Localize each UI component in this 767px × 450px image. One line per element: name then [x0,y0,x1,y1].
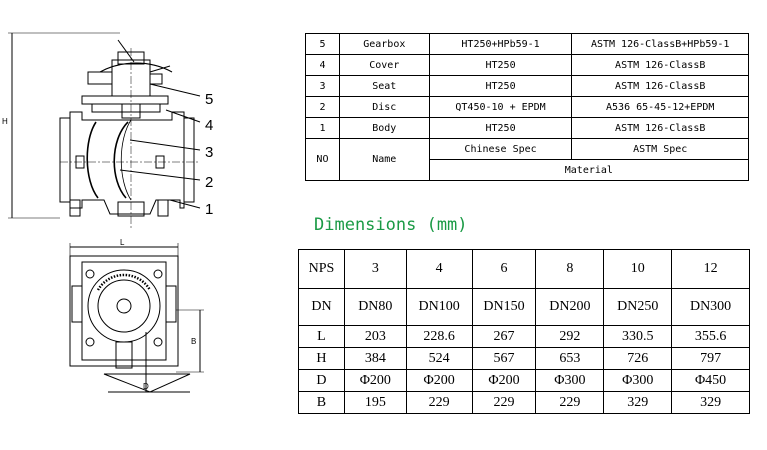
row-label: D [299,370,345,392]
table-cell: 726 [604,348,672,370]
table-cell: 567 [472,348,536,370]
table-cell: DN150 [472,289,536,326]
row-no: 1 [306,118,340,139]
row-label: DN [299,289,345,326]
nps-row [299,250,750,289]
diameter-label: D [143,382,149,391]
chinese-spec: HT250 [429,55,572,76]
length-label: L [120,238,125,247]
table-cell: 384 [344,348,406,370]
l-row [299,326,750,348]
dimensions-table [298,249,750,414]
table-cell: DN250 [604,289,672,326]
table-row [306,118,749,139]
row-no: 4 [306,55,340,76]
table-cell: 229 [406,392,472,414]
astm-spec: ASTM 126-ClassB [572,55,749,76]
table-cell: Φ300 [536,370,604,392]
cover [82,96,168,104]
top-view-side-plate [72,286,82,322]
callout-1: 1 [205,201,214,218]
d-row [299,370,750,392]
h-row [299,348,750,370]
header-no: NO [306,139,340,181]
table-cell: 10 [604,250,672,289]
table-cell: 292 [536,326,604,348]
callout-3: 3 [205,144,214,161]
height-label: H [2,117,8,126]
astm-spec: A536 65-45-12+EPDM [572,97,749,118]
astm-spec: ASTM 126-ClassB [572,118,749,139]
table-cell: Φ300 [604,370,672,392]
table-cell: 229 [472,392,536,414]
header-name: Name [339,139,429,181]
table-cell: 653 [536,348,604,370]
chinese-spec: HT250+HPb59-1 [429,34,572,55]
table-cell: 203 [344,326,406,348]
row-label: NPS [299,250,345,289]
dn-row [299,289,750,326]
table-cell: 797 [672,348,750,370]
table-cell: 3 [344,250,406,289]
row-no: 5 [306,34,340,55]
part-name: Disc [339,97,429,118]
table-cell: DN200 [536,289,604,326]
valve-technical-drawing [0,0,300,450]
table-cell: 355.6 [672,326,750,348]
table-cell: 6 [472,250,536,289]
header-chinese-spec: Chinese Spec [429,139,572,160]
table-row [306,97,749,118]
b-row [299,392,750,414]
table-cell: 195 [344,392,406,414]
header-material: Material [429,160,748,181]
table-cell: 524 [406,348,472,370]
table-cell: 229 [536,392,604,414]
table-cell: DN100 [406,289,472,326]
part-name: Cover [339,55,429,76]
table-cell: 4 [406,250,472,289]
astm-spec: ASTM 126-ClassB [572,76,749,97]
table-cell: DN300 [672,289,750,326]
table-cell: 330.5 [604,326,672,348]
part-name: Body [339,118,429,139]
top-view-gear [88,270,160,342]
dimensions-title: Dimensions (mm) [314,215,468,235]
row-label: H [299,348,345,370]
table-cell: 267 [472,326,536,348]
table-cell: 329 [672,392,750,414]
astm-spec: ASTM 126-ClassB+HPb59-1 [572,34,749,55]
row-label: L [299,326,345,348]
table-cell: Φ200 [344,370,406,392]
row-label: B [299,392,345,414]
row-no: 3 [306,76,340,97]
table-cell: 329 [604,392,672,414]
disc [87,122,128,198]
header-astm-spec: ASTM Spec [572,139,749,160]
table-header-row [306,139,749,160]
table-cell: 12 [672,250,750,289]
material-table [305,33,749,181]
callout-5: 5 [205,91,214,108]
callout-2: 2 [205,174,214,191]
table-cell: Φ450 [672,370,750,392]
table-cell: 8 [536,250,604,289]
part-name: Gearbox [339,34,429,55]
chinese-spec: HT250 [429,118,572,139]
width-label: B [191,337,197,346]
chinese-spec: QT450-10 + EPDM [429,97,572,118]
callout-4: 4 [205,117,214,134]
chinese-spec: HT250 [429,76,572,97]
table-cell: Φ200 [406,370,472,392]
table-row [306,55,749,76]
row-no: 2 [306,97,340,118]
table-row [306,34,749,55]
part-name: Seat [339,76,429,97]
table-row [306,76,749,97]
table-cell: Φ200 [472,370,536,392]
table-cell: 228.6 [406,326,472,348]
table-cell: DN80 [344,289,406,326]
